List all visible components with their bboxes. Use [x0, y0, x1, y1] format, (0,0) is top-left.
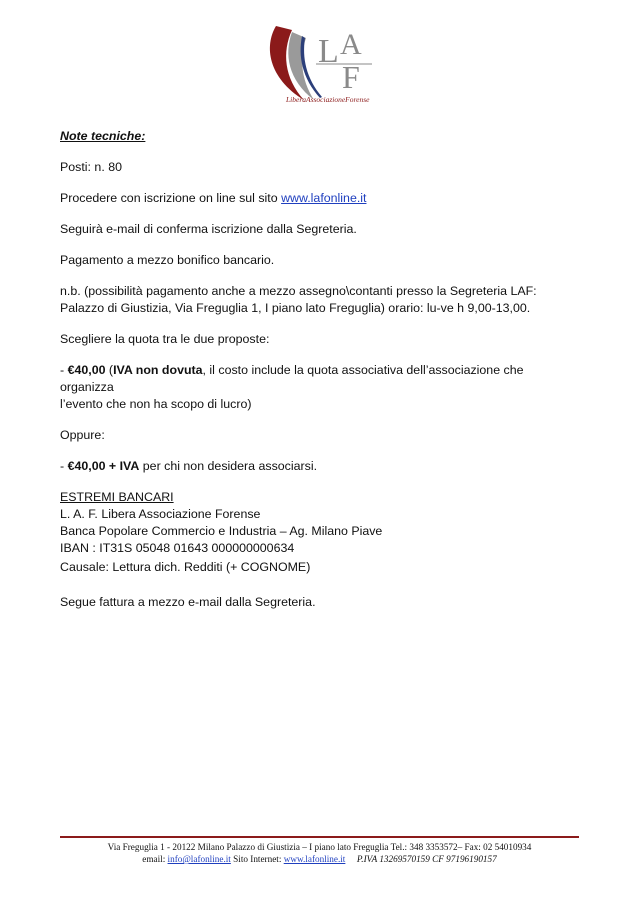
- option-2: [60, 458, 580, 475]
- nb-line-1: n.b. (possibilità pagamento anche a mezzo assegno\contanti presso la Segreteria LAF:: [60, 284, 537, 298]
- footer-piva: P.IVA 13269570159 CF 97196190157: [345, 854, 497, 864]
- option-1-dash: -: [60, 363, 68, 377]
- pagamento-text: Pagamento a mezzo bonifico bancario.: [60, 253, 275, 267]
- logo-caption: LiberaAssociazioneForense: [286, 95, 370, 104]
- option-1-iva: IVA non dovuta: [113, 363, 203, 377]
- fattura-text: Segue fattura a mezzo e-mail dalla Segreteria.: [60, 595, 316, 609]
- option-2-price: €40,00 + IVA: [67, 459, 140, 473]
- laf-logo: [262, 18, 392, 106]
- svg-text:A: A: [340, 28, 362, 61]
- footer-email-link[interactable]: info@lafonline.it: [167, 854, 231, 864]
- scegliere-text: Scegliere la quota tra le due proposte:: [60, 332, 270, 346]
- footer-divider: [60, 836, 579, 838]
- option-1-line-2: l’evento che non ha scopo di lucro): [60, 397, 252, 411]
- estremi-nome: L. A. F. Libera Associazione Forense: [60, 507, 261, 521]
- estremi-banca: Banca Popolare Commercio e Industria – Ag. Milano Piave: [60, 524, 383, 538]
- footer-contacts: [60, 853, 579, 865]
- footer-email-label: email:: [142, 854, 168, 864]
- option-2-rest: per chi non desidera associarsi.: [139, 459, 318, 473]
- iscrizione-prefix: Procedere con iscrizione on line sul sito: [60, 191, 282, 205]
- laf-logo-icon: [262, 18, 392, 106]
- svg-text:F: F: [342, 59, 360, 95]
- svg-text:L: L: [318, 33, 339, 70]
- footer: [60, 841, 579, 865]
- footer-site-link[interactable]: www.lafonline.it: [283, 854, 346, 864]
- option-1-rest: , il costo include la quota associativa dell’associazione che organizza: [60, 363, 524, 394]
- estremi-title: ESTREMI BANCARI: [60, 490, 174, 504]
- note-title: Note tecniche:: [60, 129, 146, 143]
- posti-text: Posti: n. 80: [60, 160, 122, 174]
- option-2-dash: -: [60, 459, 68, 473]
- option-1-paren: (: [105, 363, 114, 377]
- conferma-text: Seguirà e-mail di conferma iscrizione dalla Segreteria.: [60, 222, 357, 236]
- option-1: [60, 362, 580, 396]
- footer-address: Via Freguglia 1 - 20122 Milano Palazzo di Giustizia – I piano lato Freguglia Tel.: 348 3353572– Fax: 02 54010934: [107, 842, 532, 852]
- oppure-text: Oppure:: [60, 428, 105, 442]
- causale-text: Causale: Lettura dich. Redditi (+ COGNOME): [60, 560, 311, 574]
- nb-line-2: Palazzo di Giustizia, Via Freguglia 1, I piano lato Freguglia) orario: lu-ve h 9,00-13,00.: [60, 301, 531, 315]
- estremi-iban: IBAN : IT31S 05048 01643 000000000634: [60, 541, 295, 555]
- iscrizione-text: [60, 190, 580, 207]
- note-tecniche: [60, 128, 580, 611]
- footer-site-label: Sito Internet:: [230, 854, 284, 864]
- site-link[interactable]: www.lafonline.it: [281, 191, 367, 205]
- option-1-price: €40,00: [67, 363, 106, 377]
